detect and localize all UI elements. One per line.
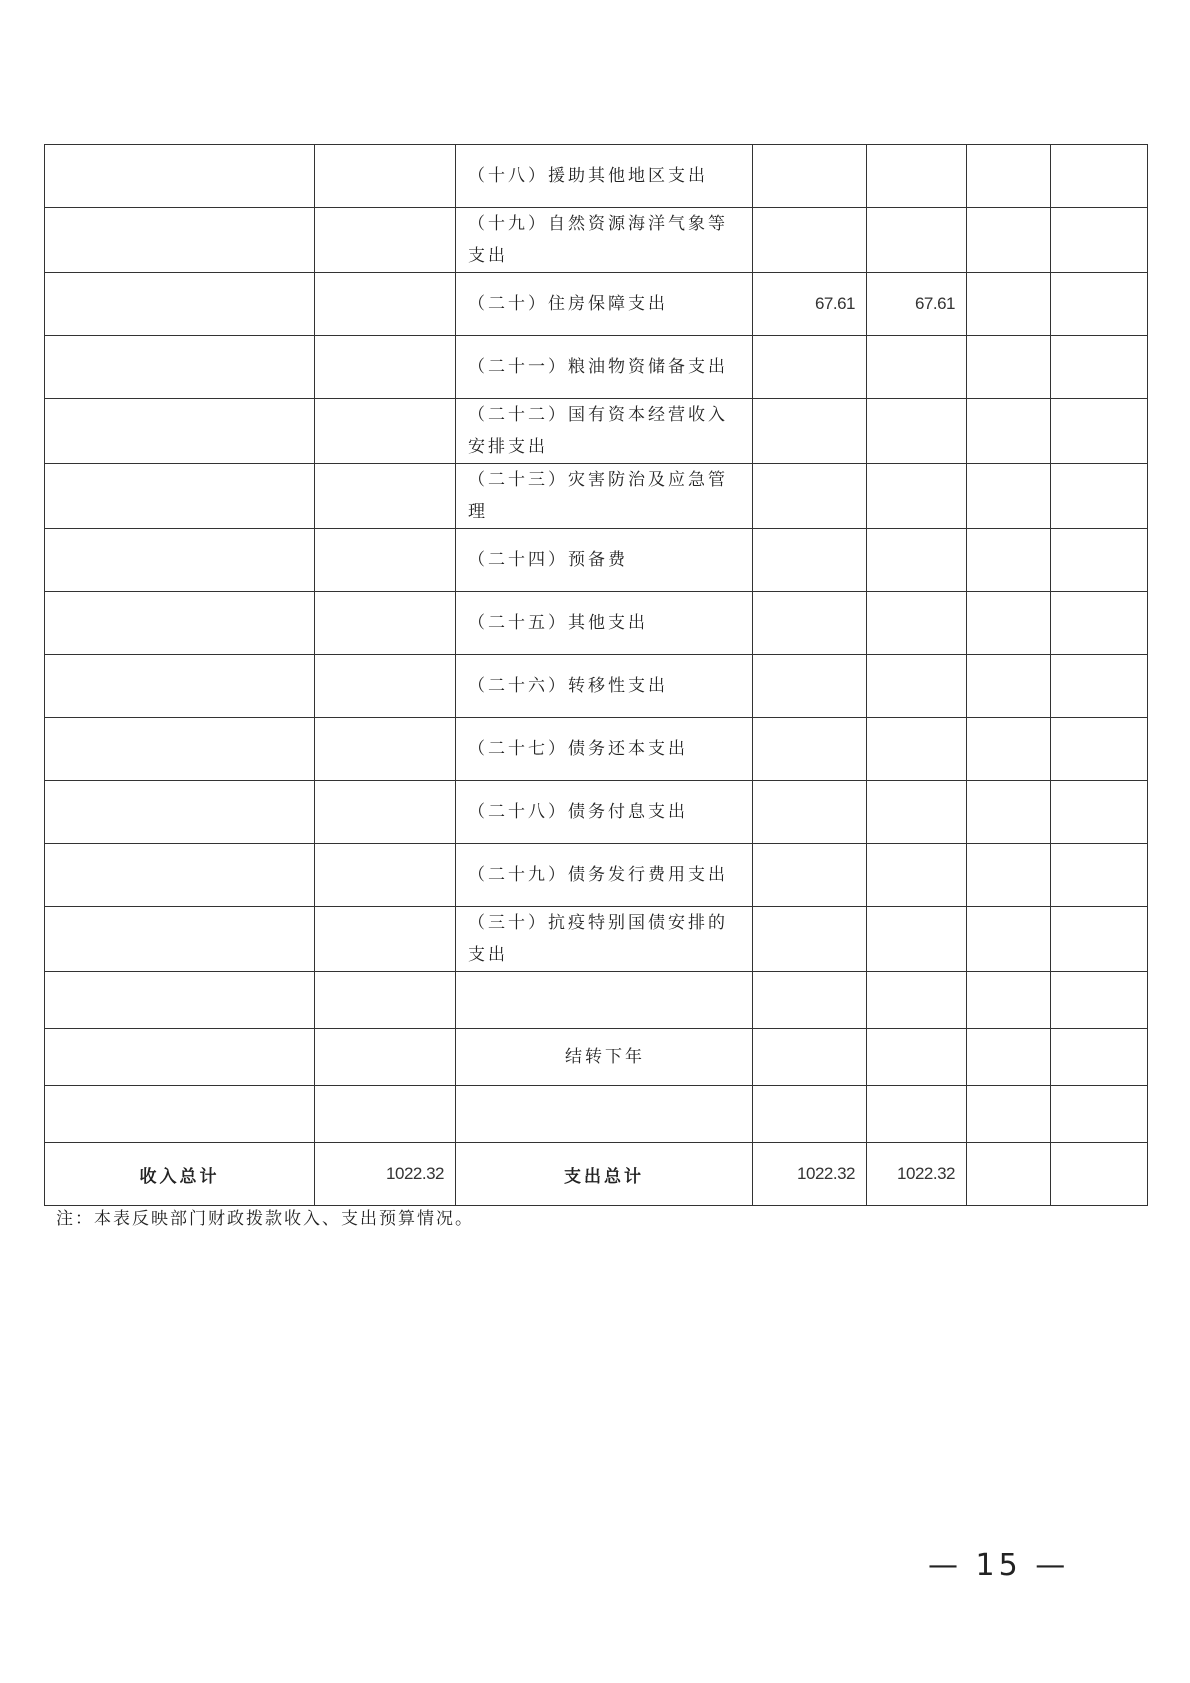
- income-amount-cell: [315, 464, 456, 529]
- state-capital-cell: [1051, 145, 1148, 208]
- expense-item-cell: （十八）援助其他地区支出: [456, 145, 753, 208]
- empty-cell: [1051, 1029, 1148, 1086]
- income-amount-cell: [315, 907, 456, 972]
- empty-cell: [967, 972, 1051, 1029]
- expense-budget-cell: [753, 592, 867, 655]
- empty-cell: [45, 1029, 315, 1086]
- general-budget-cell: [867, 718, 967, 781]
- empty-cell: [753, 972, 867, 1029]
- expense-budget-cell: [753, 781, 867, 844]
- table-row: [45, 972, 1148, 1029]
- income-amount-cell: [315, 844, 456, 907]
- expense-budget-cell: [753, 145, 867, 208]
- state-capital-cell: [1051, 781, 1148, 844]
- table-row: [45, 844, 1148, 907]
- gov-fund-cell: [967, 208, 1051, 273]
- table-row: [45, 208, 1148, 273]
- gov-fund-cell: [967, 907, 1051, 972]
- income-item-cell: [45, 529, 315, 592]
- income-amount-cell: [315, 336, 456, 399]
- table-row: [45, 907, 1148, 972]
- gov-fund-cell: [967, 718, 1051, 781]
- table-row: [45, 529, 1148, 592]
- table-row: [45, 399, 1148, 464]
- state-capital-cell: [1051, 844, 1148, 907]
- budget-table: [44, 144, 1148, 1206]
- income-total-label: 收入总计: [45, 1143, 315, 1206]
- table-body: [45, 145, 1148, 1206]
- totals-row: [45, 1143, 1148, 1206]
- gov-fund-cell: [967, 781, 1051, 844]
- expense-item-cell: （二十一）粮油物资储备支出: [456, 336, 753, 399]
- expense-item-cell: （二十二）国有资本经营收入安排支出: [456, 399, 753, 464]
- income-item-cell: [45, 145, 315, 208]
- expense-budget-cell: [753, 208, 867, 273]
- expense-total-budget: 1022.32: [753, 1143, 867, 1206]
- general-budget-cell: [867, 145, 967, 208]
- income-item-cell: [45, 907, 315, 972]
- expense-item-cell: （三十）抗疫特别国债安排的支出: [456, 907, 753, 972]
- expense-budget-cell: [753, 718, 867, 781]
- empty-cell: [967, 1029, 1051, 1086]
- expense-item-cell: （二十六）转移性支出: [456, 655, 753, 718]
- empty-cell: [967, 1143, 1051, 1206]
- state-capital-cell: [1051, 208, 1148, 273]
- gov-fund-cell: [967, 844, 1051, 907]
- empty-cell: [967, 1086, 1051, 1143]
- general-budget-cell: [867, 907, 967, 972]
- empty-cell: [867, 1029, 967, 1086]
- state-capital-cell: [1051, 399, 1148, 464]
- table-row: [45, 718, 1148, 781]
- table-row: [45, 273, 1148, 336]
- state-capital-cell: [1051, 464, 1148, 529]
- gov-fund-cell: [967, 273, 1051, 336]
- income-item-cell: [45, 655, 315, 718]
- expense-total-label: 支出总计: [456, 1143, 753, 1206]
- gov-fund-cell: [967, 145, 1051, 208]
- table-row: [45, 781, 1148, 844]
- general-budget-cell: 67.61: [867, 273, 967, 336]
- general-budget-cell: [867, 844, 967, 907]
- expense-budget-cell: [753, 655, 867, 718]
- income-item-cell: [45, 336, 315, 399]
- gov-fund-cell: [967, 464, 1051, 529]
- empty-cell: [753, 1029, 867, 1086]
- income-item-cell: [45, 208, 315, 273]
- gov-fund-cell: [967, 399, 1051, 464]
- income-amount-cell: [315, 718, 456, 781]
- income-item-cell: [45, 464, 315, 529]
- state-capital-cell: [1051, 718, 1148, 781]
- expense-budget-cell: [753, 529, 867, 592]
- general-budget-cell: [867, 399, 967, 464]
- carry-forward-label: 结转下年: [456, 1029, 753, 1086]
- empty-cell: [753, 1086, 867, 1143]
- income-amount-cell: [315, 208, 456, 273]
- expense-budget-cell: [753, 464, 867, 529]
- income-amount-cell: [315, 529, 456, 592]
- state-capital-cell: [1051, 529, 1148, 592]
- expense-item-cell: （二十）住房保障支出: [456, 273, 753, 336]
- empty-cell: [45, 1086, 315, 1143]
- table-note: 注：本表反映部门财政拨款收入、支出预算情况。: [56, 1209, 474, 1229]
- gov-fund-cell: [967, 592, 1051, 655]
- income-amount-cell: [315, 145, 456, 208]
- income-item-cell: [45, 718, 315, 781]
- general-budget-cell: [867, 464, 967, 529]
- expense-budget-cell: [753, 336, 867, 399]
- empty-cell: [867, 972, 967, 1029]
- expense-budget-cell: 67.61: [753, 273, 867, 336]
- income-total-value: 1022.32: [315, 1143, 456, 1206]
- state-capital-cell: [1051, 907, 1148, 972]
- empty-cell: [315, 972, 456, 1029]
- expense-item-cell: （二十八）债务付息支出: [456, 781, 753, 844]
- income-amount-cell: [315, 781, 456, 844]
- empty-cell: [456, 972, 753, 1029]
- empty-cell: [45, 972, 315, 1029]
- expense-item-cell: （二十九）债务发行费用支出: [456, 844, 753, 907]
- empty-cell: [315, 1086, 456, 1143]
- state-capital-cell: [1051, 592, 1148, 655]
- general-budget-cell: [867, 781, 967, 844]
- empty-cell: [1051, 1086, 1148, 1143]
- empty-cell: [456, 1086, 753, 1143]
- empty-cell: [1051, 1143, 1148, 1206]
- state-capital-cell: [1051, 655, 1148, 718]
- general-budget-cell: [867, 529, 967, 592]
- income-amount-cell: [315, 273, 456, 336]
- expense-budget-cell: [753, 399, 867, 464]
- income-item-cell: [45, 781, 315, 844]
- page-number: — 15 —: [928, 1548, 1070, 1583]
- expense-item-cell: （二十五）其他支出: [456, 592, 753, 655]
- state-capital-cell: [1051, 336, 1148, 399]
- empty-cell: [867, 1086, 967, 1143]
- table-row: [45, 655, 1148, 718]
- table-row: [45, 1086, 1148, 1143]
- empty-cell: [1051, 972, 1148, 1029]
- income-item-cell: [45, 592, 315, 655]
- income-amount-cell: [315, 399, 456, 464]
- income-amount-cell: [315, 655, 456, 718]
- table-row: [45, 464, 1148, 529]
- gov-fund-cell: [967, 336, 1051, 399]
- general-budget-cell: [867, 336, 967, 399]
- expense-budget-cell: [753, 907, 867, 972]
- income-amount-cell: [315, 592, 456, 655]
- income-item-cell: [45, 844, 315, 907]
- expense-item-cell: （二十七）债务还本支出: [456, 718, 753, 781]
- empty-cell: [315, 1029, 456, 1086]
- expense-item-cell: （二十四）预备费: [456, 529, 753, 592]
- expense-total-general: 1022.32: [867, 1143, 967, 1206]
- table-row: [45, 592, 1148, 655]
- table-row: [45, 145, 1148, 208]
- income-item-cell: [45, 399, 315, 464]
- gov-fund-cell: [967, 529, 1051, 592]
- carry-forward-row: [45, 1029, 1148, 1086]
- general-budget-cell: [867, 655, 967, 718]
- expense-item-cell: （二十三）灾害防治及应急管理: [456, 464, 753, 529]
- expense-budget-cell: [753, 844, 867, 907]
- income-item-cell: [45, 273, 315, 336]
- state-capital-cell: [1051, 273, 1148, 336]
- general-budget-cell: [867, 208, 967, 273]
- general-budget-cell: [867, 592, 967, 655]
- expense-item-cell: （十九）自然资源海洋气象等支出: [456, 208, 753, 273]
- gov-fund-cell: [967, 655, 1051, 718]
- table-row: [45, 336, 1148, 399]
